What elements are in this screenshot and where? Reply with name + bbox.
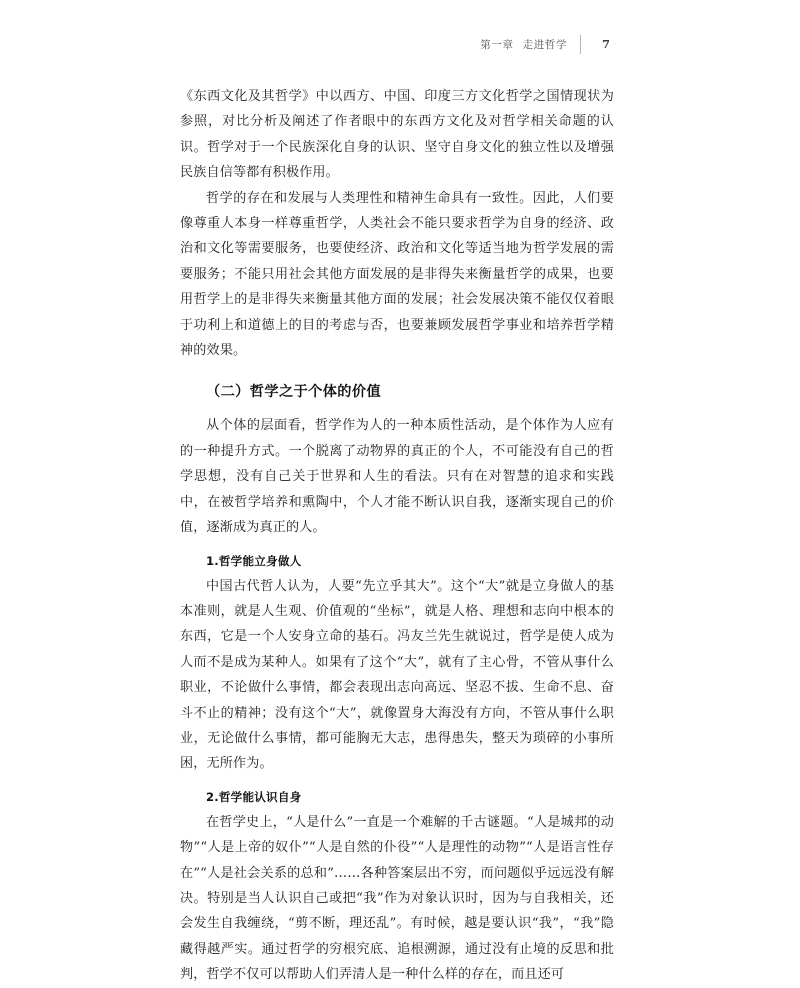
paragraph-2: 哲学的存在和发展与人类理性和精神生命具有一致性。因此，人们要像尊重人本身一样尊重哲学，人类社会不能只要求哲学为自身的经济、政治和文化等需要服务，也要使经济、政治和文化等适当地为哲学发展的需要服务；不能只用社会其他方面发展的是非得失来衡量哲学的成果，也要用哲学上的是非得失来衡量其他方面的发展；社会发展决策不能仅仅着眼于功利上和道德上的目的考虑与否，也要兼顾发展哲学事业和培养哲学精神的效果。	[180, 190, 614, 359]
running-head	[180, 33, 620, 55]
section-heading: （二）哲学之于个体的价值	[206, 384, 382, 401]
paragraph-5: 在哲学史上，“人是什么”一直是一个难解的千古谜题。“人是城邦的动物”“人是上帝的奴仆”“人是自然的仆役”“人是理性的动物”“人是语言性存在”“人是社会关系的总和”……各种答案层出不穷，而问题似乎远远没有解决。特别是当人认识自己或把“我”作为对象认识时，因为与自我相关，还会发生自我缠绕，“剪不断，理还乱”。有时候，越是要认识“我”，“我”隐藏得越严实。通过哲学的穷根究底、追根溯源，通过没有止境的反思和批判，哲学不仅可以帮助人们弄清人是一种什么样的存在，而且还可	[180, 814, 614, 983]
paragraph-3: 从个体的层面看，哲学作为人的一种本质性活动，是个体作为人应有的一种提升方式。一个脱离了动物界的真正的个人，不可能没有自己的哲学思想，没有自己关于世界和人生的看法。只有在对智慧的追求和实践中，在被哲学培养和熏陶中，个人才能不断认识自我，逐渐实现自己的价值，逐渐成为真正的人。	[180, 418, 614, 536]
header-divider	[580, 35, 581, 54]
paragraph-4: 中国古代哲人认为，人要“先立乎其大”。这个“大”就是立身做人的基本准则，就是人生观、价值观的“坐标”，就是人格、理想和志向中根本的东西，它是一个人安身立命的基石。冯友兰先生就说过，哲学是使人成为人而不是成为某种人。如果有了这个“大”，就有了主心骨，不管从事什么职业，不论做什么事情，都会表现出志向高远、坚忍不拔、生命不息、奋斗不止的精神；没有这个“大”，就像置身大海没有方向，不管从事什么职业，无论做什么事情，都可能胸无大志，患得患失，整天为琐碎的小事所困，无所作为。	[180, 578, 614, 772]
paragraph-1: 《东西文化及其哲学》中以西方、中国、印度三方文化哲学之国情现状为参照，对比分析及阐述了作者眼中的东西方文化及对哲学相关命题的认识。哲学对于一个民族深化自身的认识、坚守自身文化的独立性以及增强民族自信等都有积极作用。	[180, 89, 614, 181]
chapter-title: 走进哲学	[522, 38, 567, 51]
chapter-number: 第一章	[480, 38, 514, 51]
text-block	[180, 84, 614, 988]
page-number: 7	[601, 37, 610, 51]
subheading-1: 1.哲学能立身做人	[206, 553, 302, 568]
running-head-chapter	[480, 37, 567, 52]
subheading-2: 2.哲学能认识自身	[206, 789, 302, 804]
